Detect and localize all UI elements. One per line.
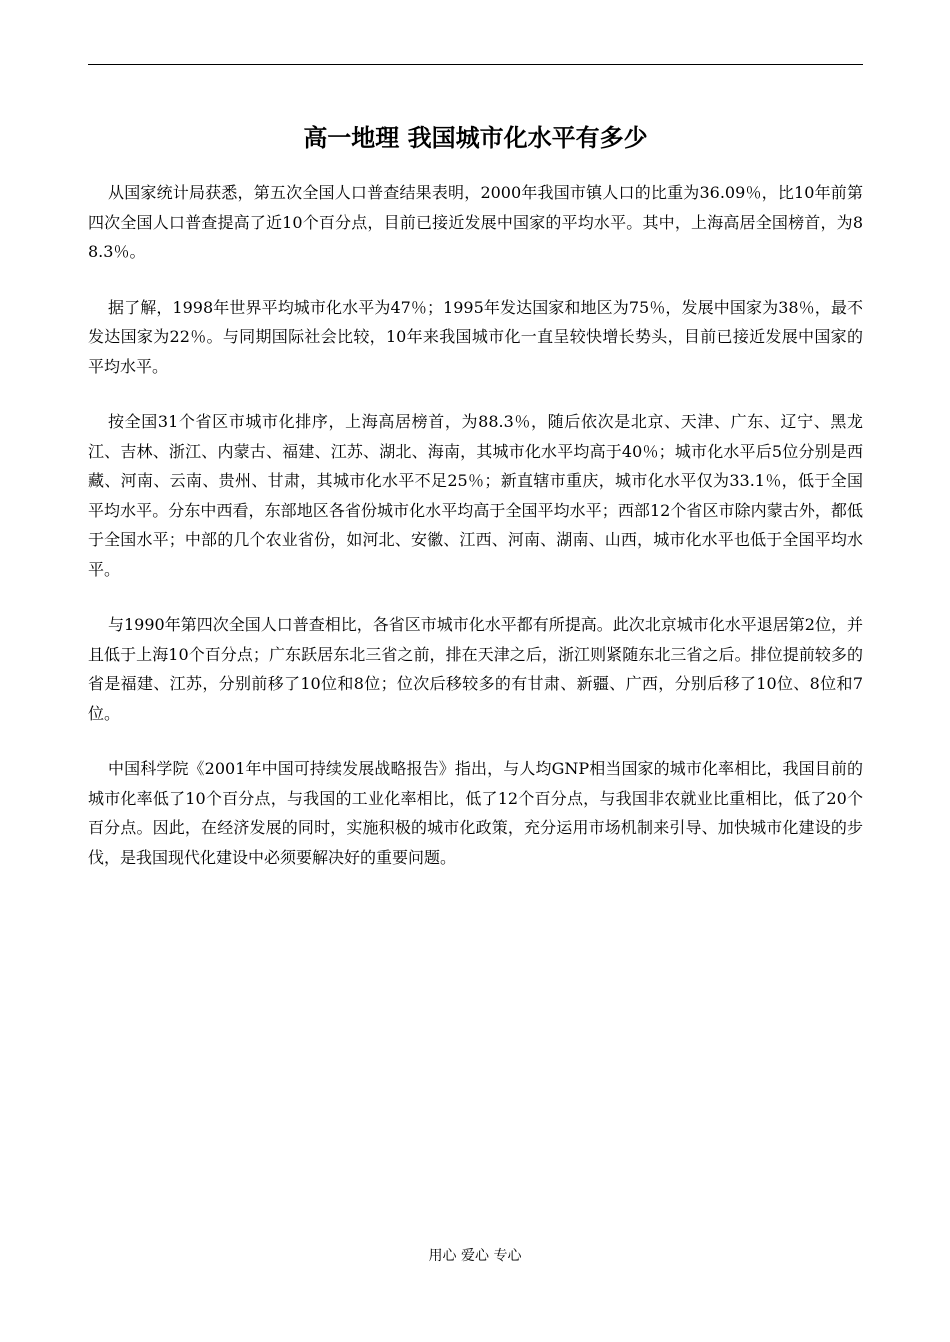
paragraph-2: 据了解，1998年世界平均城市化水平为47％；1995年发达国家和地区为75％，发展中国家为38％，最不发达国家为22％。与同期国际社会比较，10年来我国城市化一直呈较快增长势头，目前已接近发展中国家的平均水平。 bbox=[88, 297, 863, 376]
document-body bbox=[88, 178, 863, 898]
header-rule bbox=[88, 64, 863, 65]
page-footer: 用心 爱心 专心 bbox=[428, 1248, 522, 1264]
paragraph-3: 按全国31个省区市城市化排序，上海高居榜首，为88.3％，随后依次是北京、天津、广东、辽宁、黑龙江、吉林、浙江、内蒙古、福建、江苏、湖北、海南，其城市化水平均高于40％；城市化水平后5位分别是西藏、河南、云南、贵州、甘肃，其城市化水平不足25％；新直辖市重庆，城市化水平仅为33.1％，低于全国平均水平。分东中西看，东部地区各省份城市化水平均高于全国平均水平；西部12个省区市除内蒙古外，都低于全国水平；中部的几个农业省份，如河北、安徽、江西、河南、湖南、山西，城市化水平也低于全国平均水平。 bbox=[88, 412, 863, 579]
document-title: 高一地理 我国城市化水平有多少 bbox=[303, 123, 648, 152]
paragraph-1: 从国家统计局获悉，第五次全国人口普查结果表明，2000年我国市镇人口的比重为36.09％，比10年前第四次全国人口普查提高了近10个百分点，目前已接近发展中国家的平均水平。其中，上海高居全国榜首，为88.3％。 bbox=[88, 183, 863, 261]
paragraph-4: 与1990年第四次全国人口普查相比，各省区市城市化水平都有所提高。此次北京城市化水平退居第2位，并且低于上海10个百分点；广东跃居东北三省之前，排在天津之后，浙江则紧随东北三省之后。排位提前较多的省是福建、江苏，分别前移了10位和8位；位次后移较多的有甘肃、新疆、广西，分别后移了10位、8位和7位。 bbox=[88, 615, 863, 723]
paragraph-5: 中国科学院《2001年中国可持续发展战略报告》指出，与人均GNP相当国家的城市化率相比，我国目前的城市化率低了10个百分点，与我国的工业化率相比，低了12个百分点，与我国非农就业比重相比，低了20个百分点。因此，在经济发展的同时，实施积极的城市化政策，充分运用市场机制来引导、加快城市化建设的步伐，是我国现代化建设中必须要解决好的重要问题。 bbox=[88, 759, 863, 867]
